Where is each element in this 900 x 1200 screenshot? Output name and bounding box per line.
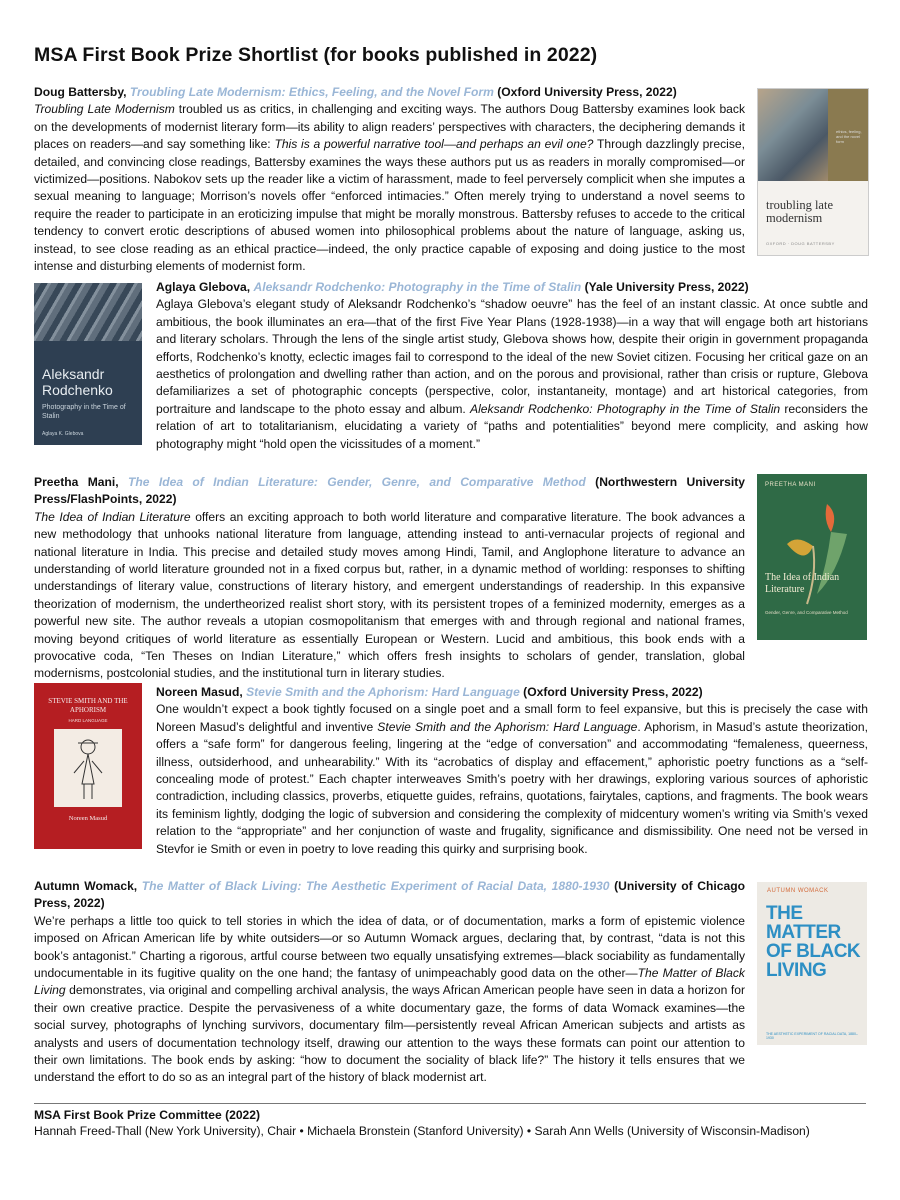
cover-title: Aleksandr Rodchenko [42, 366, 113, 398]
cover-subtitle: HARD LANGUAGE [68, 718, 108, 723]
entry-womack [34, 878, 745, 1087]
entry-publisher: (University of Chicago Press, 2022) [34, 879, 745, 911]
committee-title: MSA First Book Prize Committee (2022) [34, 1108, 261, 1122]
book-cover-image [34, 683, 142, 849]
cover-title: troubling late modernism [766, 198, 833, 225]
cover-author: Noreen Masud [68, 815, 108, 822]
cover-author: Aglaya K. Glebova [42, 431, 84, 437]
entry-book-title: The Matter of Black Living: The Aesthetic Experiment of Racial Data, 1880-1930 [141, 879, 610, 893]
entry-battersby [34, 84, 745, 275]
entry-author: Autumn Womack, [34, 879, 138, 893]
entry-body: The Idea of Indian Literature offers an exciting approach to both world literature and comparative literature. The book advances a new methodology that unhooks national literature from language, attending instead to anti-vernacular projects of regional and national literature in India. This precise and detailed study moves among Hindi, Tamil, and Anglophone literature to advance an understanding of world literature grounded not in a fixed corpus but, rather, in a dynamic method of worlding: responses to shifting understandings of literary value, constructions of literary history, and emergent understandings of readership. In this expansive theorization of modernism, the undertheorized realist short story, with its persistent tropes of a feminized modernity, emerges as a powerful new site. The author reveals a utopian cosmopolitanism that emerges with and through regional and national frames, moving beyond critiques of world literature as essentially European or Western. Lucid and ambitious, this book ends with a provocative coda, “Ten Theses on Indian Literature,” which offers fresh insights to scholars of gender, translation, global modernisms, postcolonial studies, and the institutional turn in literary studies. [34, 509, 745, 681]
page-title: MSA First Book Prize Shortlist (for books published in 2022) [34, 44, 598, 66]
entry-book-title: Stevie Smith and the Aphorism: Hard Language [246, 685, 520, 699]
cover-author: PREETHA MANI [765, 482, 816, 488]
entry-masud [156, 684, 868, 858]
cover-subtitle: Gender, Genre, and Comparative Method [765, 610, 848, 615]
committee-footer [34, 1108, 810, 1139]
entry-book-title: The Idea of Indian Literature: Gender, Genre, and Comparative Method [128, 475, 586, 489]
book-cover-image [757, 882, 867, 1045]
cover-subtitle: Photography in the Time of Stalin [42, 404, 126, 420]
cover-subtitle: THE AESTHETIC EXPERIMENT OF RACIAL DATA, 1880–1930 [766, 1032, 858, 1040]
committee-members: Hannah Freed-Thall (New York University), Chair • Michaela Bronstein (Stanford University) • Sarah Ann Wells (University of Wisconsin-Madison) [34, 1123, 810, 1138]
entry-publisher: (Northwestern University Press/FlashPoints, 2022) [34, 475, 745, 507]
book-cover-image [757, 88, 869, 256]
entry-author: Preetha Mani, [34, 475, 119, 489]
cover-author: AUTUMN WOMACK [767, 888, 829, 894]
entry-body: We’re perhaps a little too quick to tell stories in which the idea of data, or of documentation, marks a form of epistemic violence imposed on African American life by white outsiders—or so Autumn Womack argues, declaring that, by contrast, “data is not this book’s antagonist.” Charting a rigorous, artful course between two equally unsatisfying extremes—black sociability as fundamentally undocumentable in its fugitive quality on the one hand; the fantasy of unimpeachably good data on the other—The Matter of Black Living demonstrates, via original and compelling archival analysis, the ways African American people have seen in data a horizon for their own creative practice. Despite the pervasiveness of a white documentary gaze, the forms of data Womack examines—the social survey, photographs of lynching survivors, documentary film—persistently reveal African American subjects and artists as analysts and users of documentation technology itself, drawing our attention to the ways these formats can point our attention to their own limitations. The book ends by asking: “how to document the sociality of black life?” The history it tells ensures that we understand the effort to do so as an integral part of the history of black modernist art. [34, 913, 745, 1085]
entry-body: Troubling Late Modernism troubled us as critics, in challenging and exciting ways. The authors Doug Battersby examines look back on the developments of modernist literary form—its ability to align readers’ perspectives with characters, the deciphering demands it places on readers—and say something like: This is a powerful narrative tool—and perhaps an evil one? Through dazzlingly precise, detailed, and convincing close readings, Battersby examines the ways these authors put us as readers in morally compromised—or victimized—positions. Nabokov sets up the reader like a victim of harassment, made to feel perversely complicit when she imputes a sexual meaning to language; Morrison’s novels offer “enforced intimacies.” Often merely trying to understand a novel seems to require the reader to participate in an eroticizing impulse that might be morally monstrous. Battersby refuses to accede to the critical tendency to convert erotic descriptions of abused women into philosophical problems about the nature of language, asking us, instead, to see close reading as an ethical practice—indeed, the only practice capable of exposing and doing justice to the most intense and disturbing elements of modernist form. [34, 102, 745, 274]
entry-author: Aglaya Glebova, [156, 280, 251, 294]
entry-publisher: (Yale University Press, 2022) [584, 280, 749, 294]
cover-title: STEVIE SMITH AND THE APHORISM [48, 697, 128, 714]
book-cover-image [34, 283, 142, 445]
entry-publisher: (Oxford University Press, 2022) [523, 685, 703, 699]
entry-glebova [156, 279, 868, 453]
entry-body: One wouldn’t expect a book tightly focused on a single poet and a small form to feel expansive, but this is precisely the case with Noreen Masud’s delightful and inventive Stevie Smith and the Aphorism: Hard Language. Aphorism, in Masud’s astute theorization, offers a “safe form” for dangerous feeling, lingering at the “edge of conversation” and accommodating “femaleness, queerness, illness, outsiderhood, and unhearability.” With its “acrobatics of display and effacement,” aphoristic poetry functions as a “self-concealing mode of protest.” Each chapter interweaves Smith’s poetry with her drawings, exploring various sources of aphoristic contradiction, including classics, proverbs, etiquette guides, refrains, quotations, fairytales, captions, and fragments. The book wears its feminism lightly, dodging the logic of subversion and considering the complexity of midcentury women’s writing via Smith’s vexed relation to the “appropriate” and her conjunction of waste and frugality, significance and dismissibility. One need not be versed in Stevfor ie Smith or even in poetry to love reading this quirky and surprising book. [156, 702, 868, 856]
entry-publisher: (Oxford University Press, 2022) [497, 85, 677, 99]
cover-author: OXFORD · DOUG BATTERSBY [766, 241, 835, 246]
cover-subtitle: ethics, feeling, and the novel form [836, 129, 862, 144]
cover-title: THE MATTER OF BLACK LIVING [766, 903, 861, 981]
entry-book-title: Aleksandr Rodchenko: Photography in the Time of Stalin [253, 280, 582, 294]
entry-mani [34, 474, 745, 683]
book-cover-image [757, 474, 867, 640]
entry-body: Aglaya Glebova’s elegant study of Aleksandr Rodchenko’s “shadow oeuvre” has the feel of an instant classic. At once subtle and ambitious, the book illuminates an era—that of the first Five Year Plans (1928-1938)—in a way that will engage both art historians and literary scholars. Through the lens of the single artist study, Glebova shows how, despite their origin in government propaganda efforts, Rodchenko’s knotty, eclectic images fail to correspond to the ideal of the new Soviet citizen. Focusing her critical gaze on an aesthetics of prolongation and dwelling rather than action, and on the porous and provisional, rather than crisis or rupture, Glebova defamiliarizes a set of photographic concepts (perspective, color, instantaneity, montage) and art historical categories, from portraiture and landscape to the photo essay and album. Aleksandr Rodchenko: Photography in the Time of Stalin reconsiders the relation of art to totalitarianism, elucidating a variety of “paths and potentialities” beyond mere complicity, and asking how photography might “hold open the vicissitudes of a moment.” [156, 297, 868, 451]
entry-book-title: Troubling Late Modernism: Ethics, Feeling, and the Novel Form [129, 85, 494, 99]
entry-author: Doug Battersby, [34, 85, 127, 99]
figure-drawing [54, 729, 122, 807]
cover-title: The Idea of Indian Literature [765, 572, 840, 595]
entry-author: Noreen Masud, [156, 685, 243, 699]
footer-divider [34, 1103, 866, 1104]
